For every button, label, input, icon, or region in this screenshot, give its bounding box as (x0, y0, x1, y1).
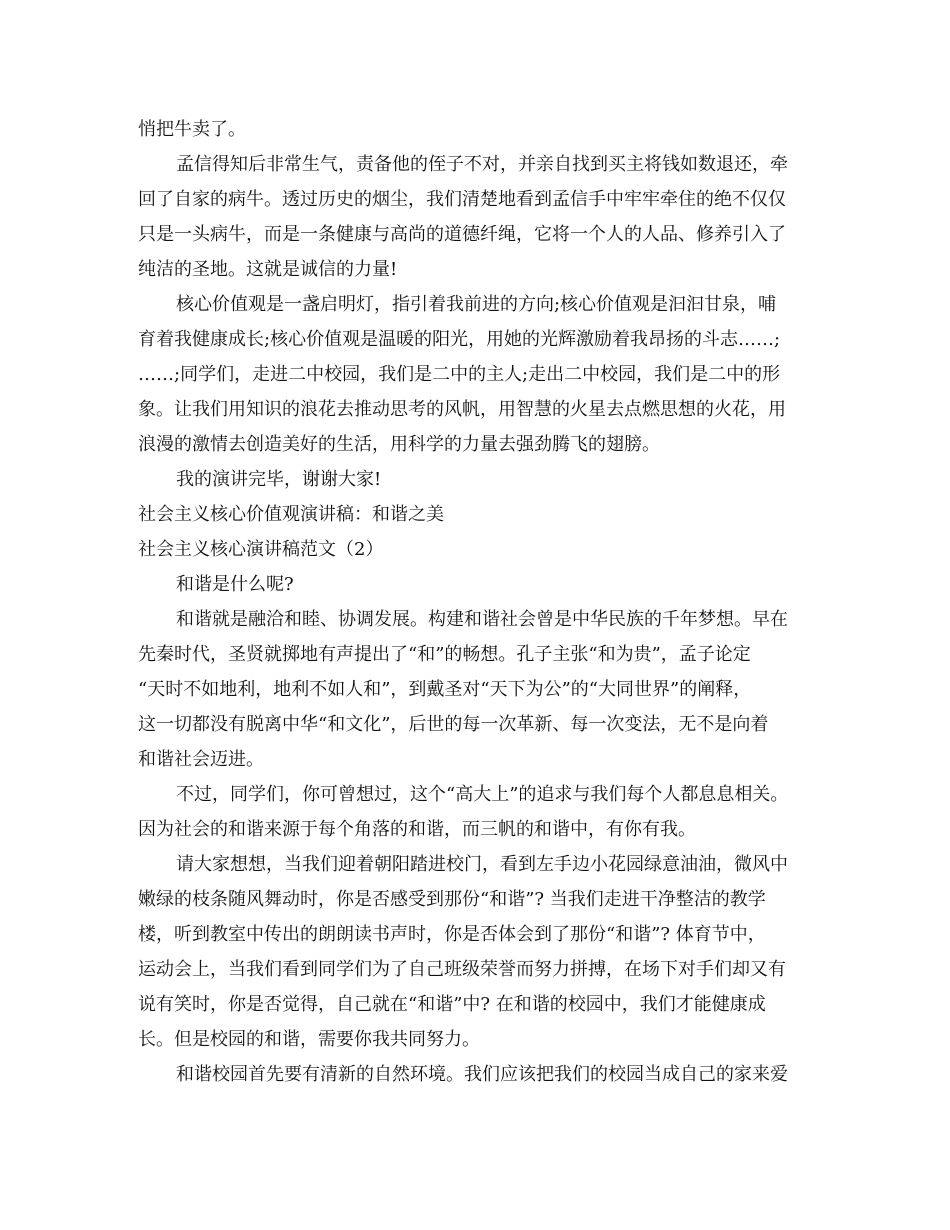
text-line: 先秦时代，圣贤就掷地有声提出了“和”的畅想。孔子主张“和为贵”，孟子论定 (138, 644, 751, 665)
text-line: 只是一头病牛，而是一条健康与高尚的道德纤绳，它将一个人的人品、修养引入了 (138, 224, 786, 245)
text-line: 不过，同学们，你可曾想过，这个“高大上”的追求与我们每个人都息息相关。 (176, 784, 789, 805)
text-line: 和谐是什么呢? (176, 574, 294, 595)
text-line: 嫩绿的枝条随风舞动时，你是否感受到那份“和谐”? 当我们走进干净整洁的教学 (138, 889, 766, 910)
text-line: 我的演讲完毕，谢谢大家! (176, 469, 382, 490)
text-line: 纯洁的圣地。这就是诚信的力量! (138, 259, 398, 280)
document-body (138, 112, 828, 1092)
text-line: 楼，听到教室中传出的朗朗读书声时，你是否体会到了那份“和谐”? 体育节中， (138, 924, 766, 945)
text-line: 这一切都没有脱离中华“和文化”，后世的每一次革新、每一次变法，无不是向着 (138, 714, 769, 735)
text-line: 说有笑时，你是否觉得，自己就在“和谐”中? 在和谐的校园中，我们才能健康成 (138, 994, 766, 1015)
text-line: 和谐社会迈进。 (138, 749, 264, 770)
text-line: 浪漫的激情去创造美好的生活，用科学的力量去强劲腾飞的翅膀。 (138, 434, 660, 455)
text-line: “天时不如地利，地利不如人和”，到戴圣对“天下为公”的“大同世界”的阐释， (138, 679, 752, 700)
text-line: 社会主义核心价值观演讲稿：和谐之美 (138, 504, 444, 525)
text-line: 象。让我们用知识的浪花去推动思考的风帆，用智慧的火星去点燃思想的火花，用 (138, 399, 786, 420)
text-line: 悄把牛卖了。 (138, 119, 246, 140)
text-line: 育着我健康成长;核心价值观是温暖的阳光，用她的光辉激励着我昂扬的斗志……; (138, 329, 781, 350)
text-line: 因为社会的和谐来源于每个角落的和谐，而三帆的和谐中，有你有我。 (138, 819, 696, 840)
text-line: 长。但是校园的和谐，需要你我共同努力。 (138, 1029, 480, 1050)
text-line: ……;同学们，走进二中校园，我们是二中的主人;走出二中校园，我们是二中的形 (138, 364, 781, 385)
text-line: 和谐校园首先要有清新的自然环境。我们应该把我们的校园当成自己的家来爱 (176, 1064, 788, 1085)
text-line: 回了自家的病牛。透过历史的烟尘，我们清楚地看到孟信手中牢牢牵住的绝不仅仅 (138, 189, 786, 210)
text-line: 社会主义核心演讲稿范文（2） (138, 539, 384, 560)
text-line: 运动会上，当我们看到同学们为了自己班级荣誉而努力拼搏，在场下对手们却又有 (138, 959, 786, 980)
text-line: 孟信得知后非常生气，责备他的侄子不对，并亲自找到买主将钱如数退还，牵 (176, 154, 788, 175)
text-line: 和谐就是融洽和睦、协调发展。构建和谐社会曾是中华民族的千年梦想。早在 (176, 609, 788, 630)
text-line: 核心价值观是一盏启明灯，指引着我前进的方向;核心价值观是汩汩甘泉，哺 (176, 294, 777, 315)
text-line: 请大家想想，当我们迎着朝阳踏进校门，看到左手边小花园绿意油油，微风中 (176, 854, 788, 875)
